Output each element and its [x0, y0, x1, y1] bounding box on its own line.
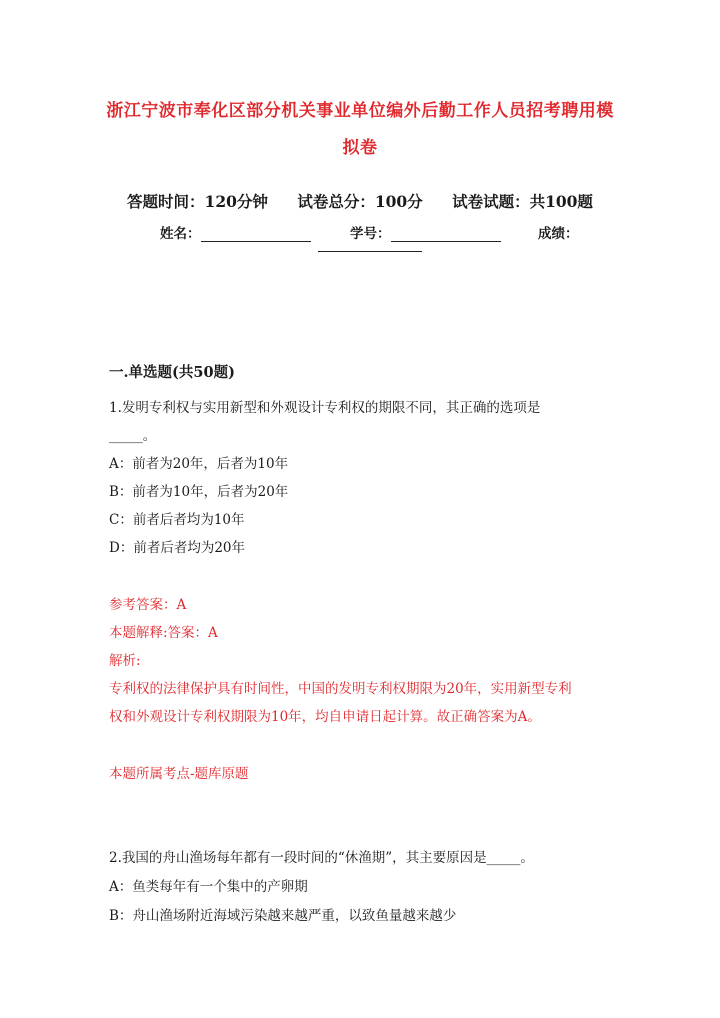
- q1-analysis-line2: 权和外观设计专利权期限为10年，均自申请日起计算。故正确答案为A。: [109, 709, 541, 725]
- exam-title-line1: 浙江宁波市奉化区部分机关事业单位编外后勤工作人员招考聘用模: [106, 101, 614, 121]
- q1-option-a: A：前者为20年，后者为10年: [109, 456, 289, 472]
- section-heading: 一.单选题(共50题): [109, 364, 235, 381]
- exam-title-line2: 拟卷: [342, 138, 378, 158]
- q2-stem: 2.我国的舟山渔场每年都有一段时间的“休渔期”，其主要原因是_____。: [109, 850, 534, 866]
- score-label: 成绩：: [538, 226, 579, 242]
- q1-explain-label: 本题解释:答案：A: [109, 625, 218, 641]
- exam-meta: [0, 190, 720, 212]
- q1-analysis-line1: 专利权的法律保护具有时间性，中国的发明专利权期限为20年，实用新型专利: [109, 681, 572, 697]
- id-field: [350, 222, 501, 242]
- q1-option-c: C：前者后者均为10年: [109, 512, 245, 528]
- q1-analysis-label: 解析:: [109, 653, 141, 669]
- name-blank[interactable]: [201, 227, 311, 242]
- exam-question-count: 试卷试题：共100题: [452, 192, 593, 211]
- score-field: [538, 222, 579, 242]
- exam-total-score: 试卷总分：100分: [297, 192, 423, 211]
- score-blank[interactable]: [318, 251, 422, 252]
- q1-stem-line2: _____。: [109, 428, 157, 444]
- q2-option-b: B：舟山渔场附近海域污染越来越严重，以致鱼量越来越少: [109, 908, 457, 924]
- exam-time: 答题时间：120分钟: [127, 192, 268, 211]
- q1-answer: 参考答案：A: [109, 597, 187, 613]
- id-blank[interactable]: [391, 227, 501, 242]
- id-label: 学号：: [350, 226, 391, 242]
- q1-source: 本题所属考点-题库原题: [109, 766, 249, 782]
- q1-option-b: B：前者为10年，后者为20年: [109, 484, 289, 500]
- q1-stem-line1: 1.发明专利权与实用新型和外观设计专利权的期限不同，其正确的选项是: [109, 400, 541, 416]
- name-label: 姓名：: [160, 226, 201, 242]
- q2-option-a: A：鱼类每年有一个集中的产卵期: [109, 879, 308, 895]
- name-field: [160, 222, 311, 242]
- q1-option-d: D：前者后者均为20年: [109, 540, 246, 556]
